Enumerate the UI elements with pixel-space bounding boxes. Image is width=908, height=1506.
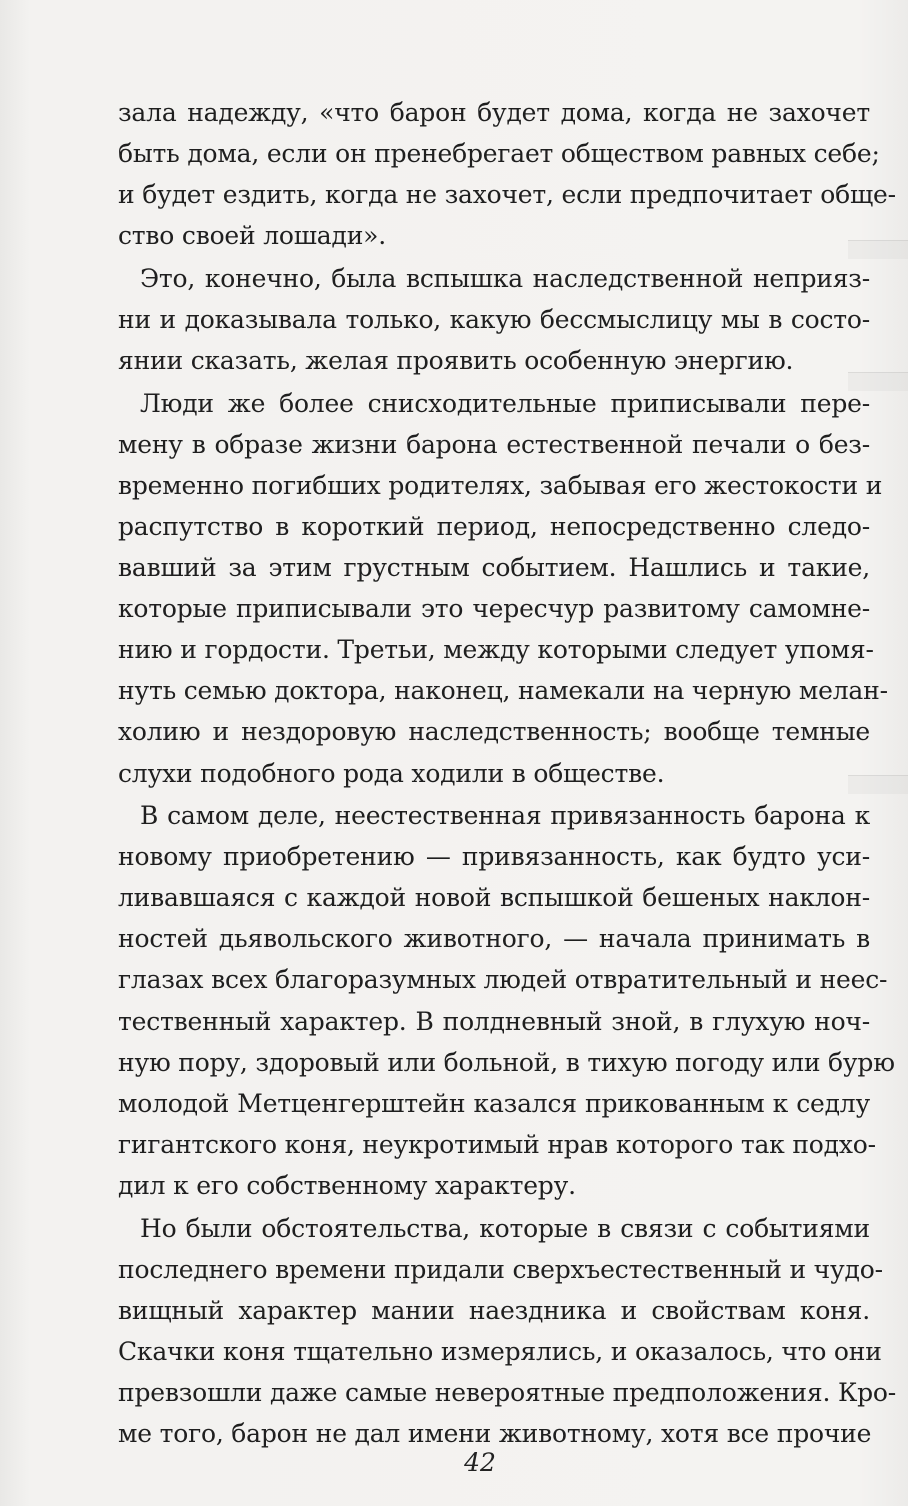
text-line: Люди же более снисходительные приписывали пере- — [140, 388, 870, 418]
text-line: ство своей лошади». — [118, 221, 387, 251]
page-number: 42 — [464, 1448, 496, 1477]
text-line: и будет ездить, когда не захочет, если предпочитает обще- — [118, 180, 896, 210]
text-line: янии сказать, желая проявить особенную энергию. — [118, 346, 794, 376]
text-line: глазах всех благоразумных людей отвратительный и неес- — [118, 965, 888, 995]
text-line: Но были обстоятельства, которые в связи с событиями — [140, 1213, 870, 1243]
text-line: молодой Метценгерштейн казался прикованным к седлу — [118, 1088, 870, 1118]
text-line: ную пору, здоровый или больной, в тихую погоду или бурю — [118, 1047, 895, 1077]
text-line: вавший за этим грустным событием. Нашлись и такие, — [118, 553, 870, 583]
text-line: вищный характер мании наездника и свойствам коня. — [118, 1295, 870, 1325]
text-line: Скачки коня тщательно измерялись, и оказалось, что они — [118, 1336, 882, 1366]
text-line: ме того, барон не дал имени животному, хотя все прочие — [118, 1419, 872, 1448]
text-line: ностей дьявольского животного, — начала принимать в — [118, 924, 870, 954]
text-line: тественный характер. В полдневный зной, в глухую ноч- — [118, 1006, 870, 1036]
text-line: Это, конечно, была вспышка наследственной неприяз- — [140, 263, 870, 293]
text-line: мену в образе жизни барона естественной печали о без- — [118, 429, 870, 459]
text-line: дил к его собственному характеру. — [118, 1170, 576, 1200]
text-line: быть дома, если он пренебрегает обществом равных себе; — [118, 139, 880, 169]
paragraph — [118, 1208, 897, 1455]
text-line: гигантского коня, неукротимый нрав которого так подхо- — [118, 1129, 876, 1159]
text-line: нию и гордости. Третьи, между которыми следует упомя- — [118, 635, 874, 665]
text-line: которые приписывали это чересчур развитому самомне- — [118, 594, 870, 624]
text-line: зала надежду, «что барон будет дома, когда не захочет — [118, 98, 870, 127]
text-line: временно погибших родителях, забывая его жестокости и — [118, 470, 883, 500]
text-line: новому приобретению — привязанность, как будто уси- — [118, 842, 870, 872]
text-line: ни и доказывала только, какую бессмыслицу мы в состо- — [118, 304, 870, 334]
text-line: превзошли даже самые невероятные предположения. Кро- — [118, 1377, 897, 1407]
text-line: В самом деле, неестественная привязанность барона к — [140, 801, 870, 831]
paragraph — [118, 92, 896, 256]
paragraph — [118, 258, 870, 381]
text-line: холию и нездоровую наследственность; вообще темные — [118, 717, 870, 747]
text-line: слухи подобного рода ходили в обществе. — [118, 758, 665, 788]
text-line: ливавшаяся с каждой новой вспышкой бешеных наклон- — [118, 883, 870, 913]
paragraph — [118, 383, 888, 794]
text-line: распутство в короткий период, непосредственно следо- — [118, 511, 870, 541]
body-text — [118, 92, 897, 1456]
text-line: последнего времени придали сверхъестественный и чудо- — [118, 1254, 883, 1284]
paragraph — [118, 795, 895, 1206]
text-line: нуть семью доктора, наконец, намекали на черную мелан- — [118, 676, 888, 706]
